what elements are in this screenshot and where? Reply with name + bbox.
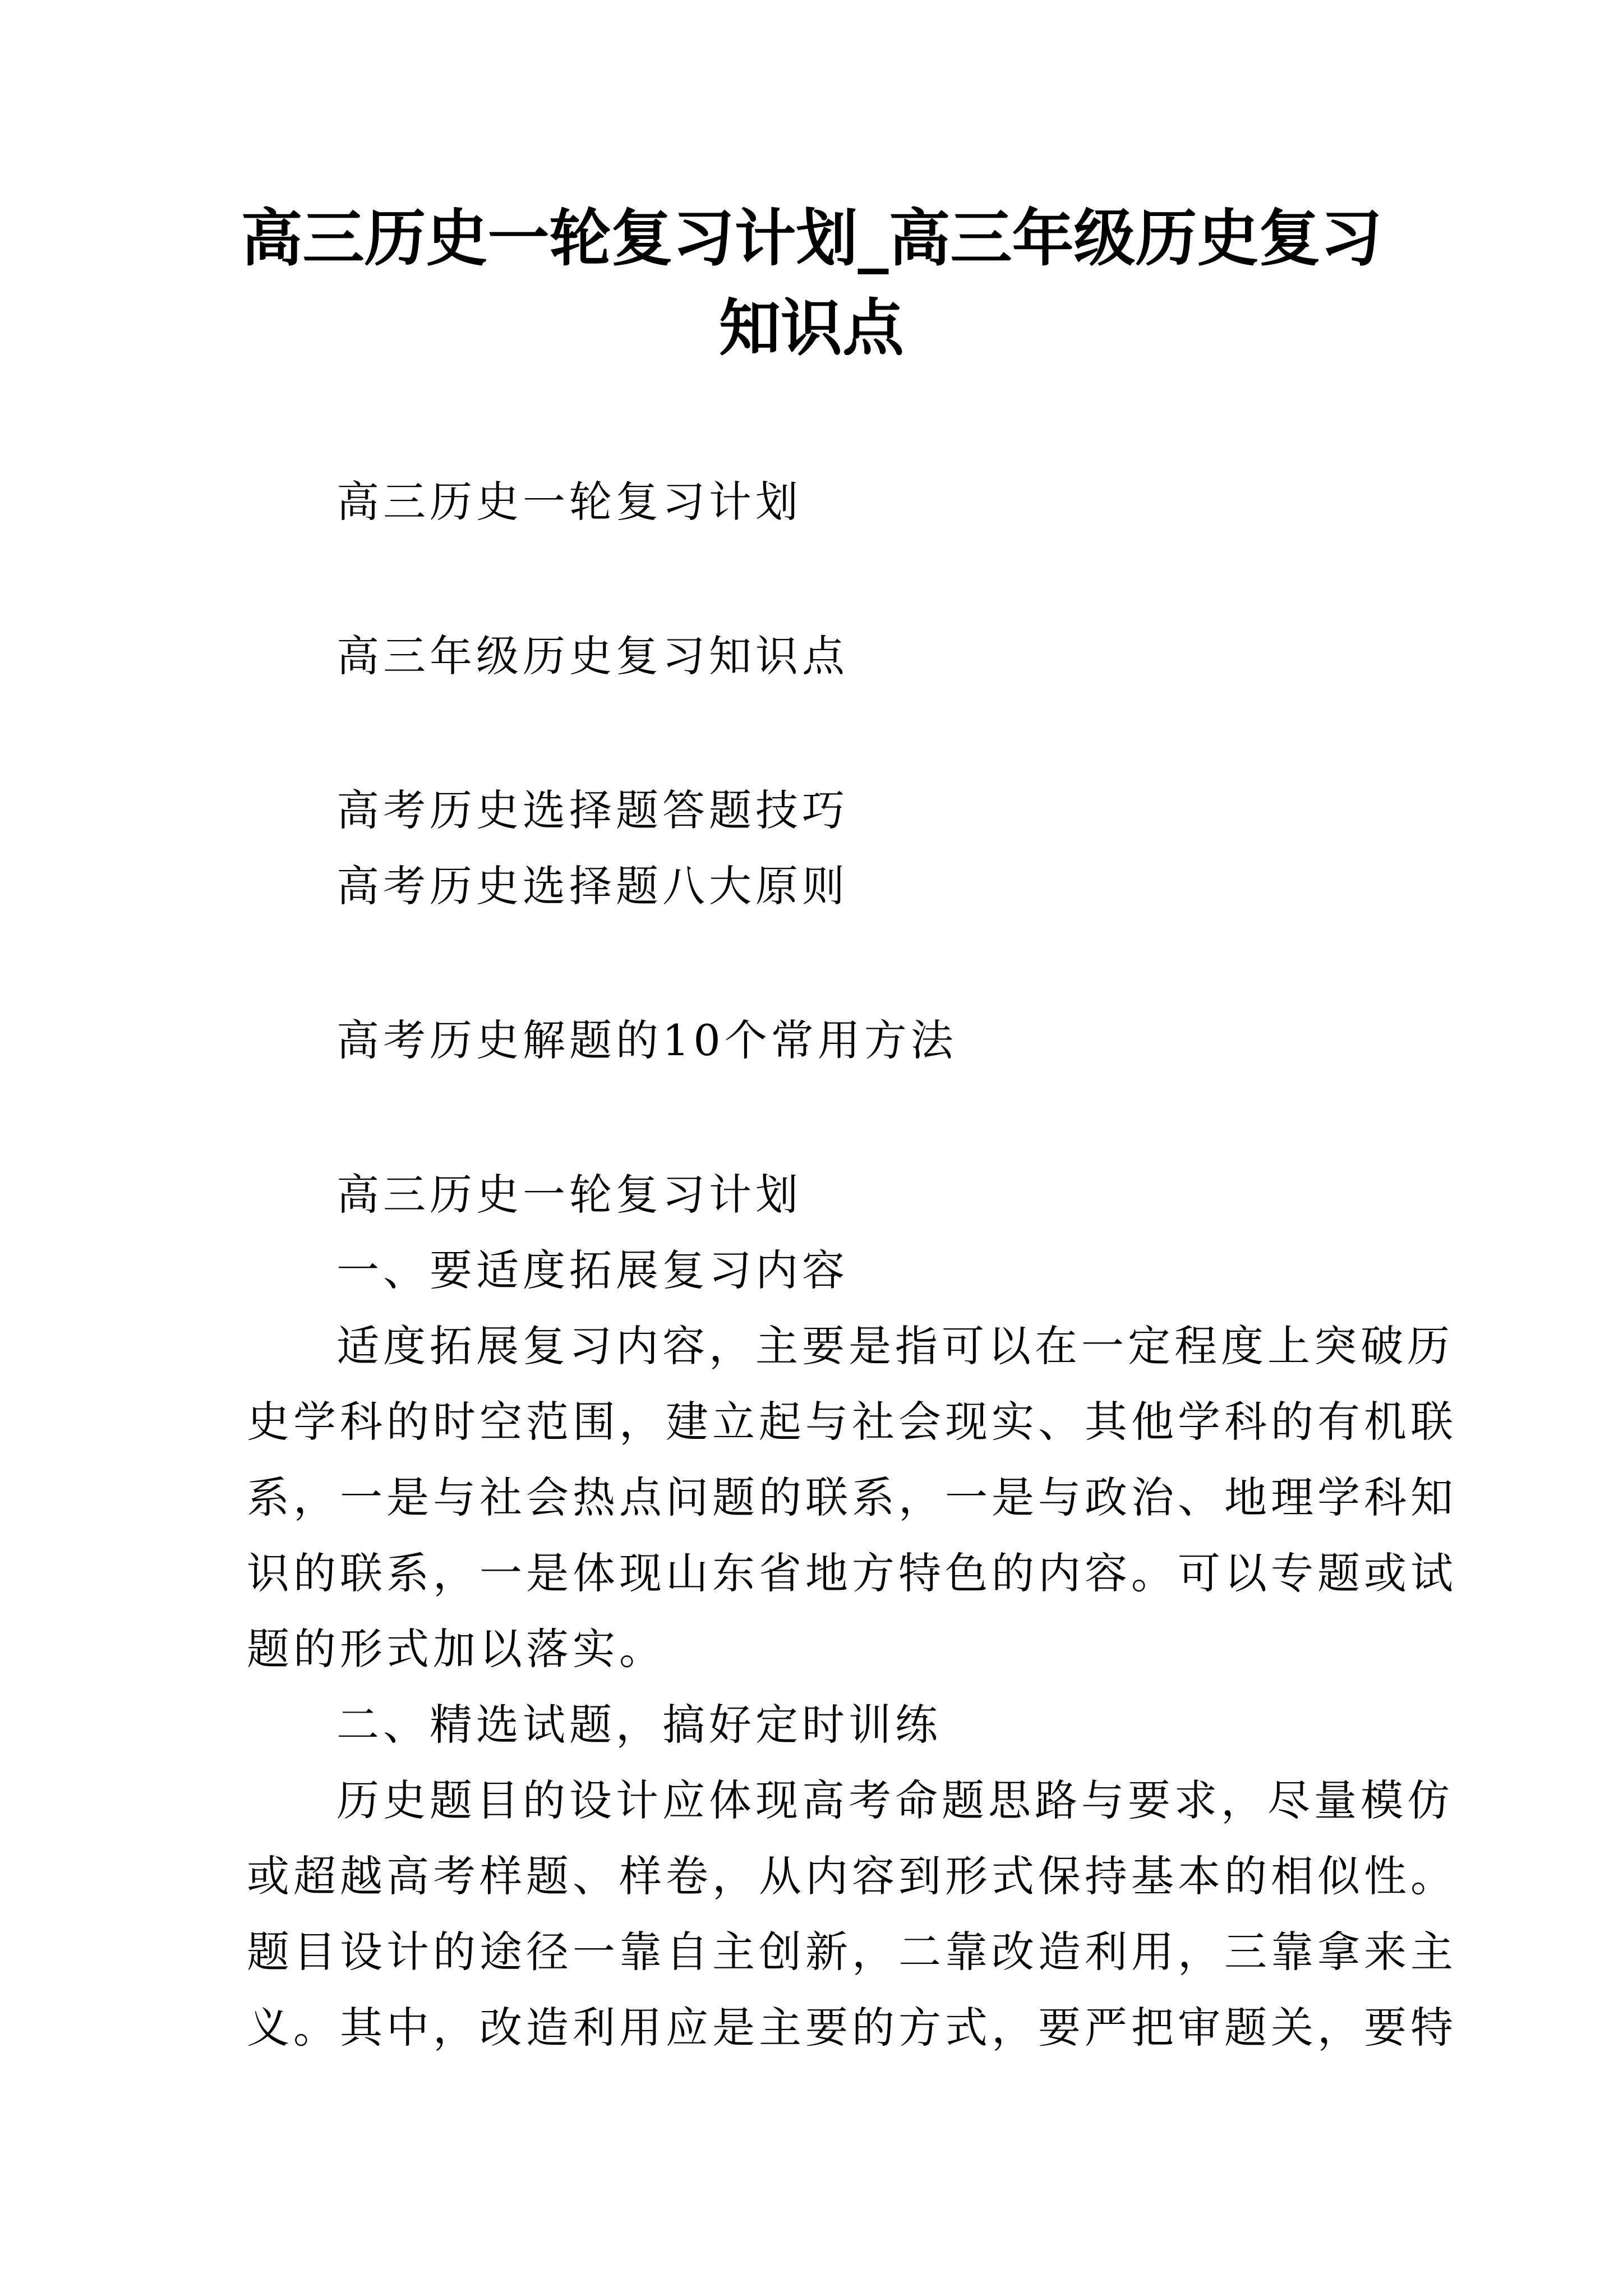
toc-item: 高考历史选择题答题技巧 [336, 785, 849, 835]
toc-item: 高三年级历史复习知识点 [336, 631, 849, 681]
toc-item: 高三历史一轮复习计划 [336, 477, 802, 527]
paragraph-line: 或超越高考样题、样卷，从内容到形式保持基本的相似性。 [247, 1851, 1457, 1901]
toc-item: 高考历史选择题八大原则 [336, 861, 849, 911]
part2-heading: 二、精选试题，搞好定时训练 [336, 1700, 942, 1750]
paragraph-line: 史学科的时空范围，建立起与社会现实、其他学科的有机联 [247, 1397, 1457, 1447]
paragraph-line: 系，一是与社会热点问题的联系，一是与政治、地理学科知 [247, 1473, 1457, 1522]
part1-heading: 一、要适度拓展复习内容 [336, 1245, 849, 1295]
document-title-line-2: 知识点 [719, 292, 904, 364]
toc-item: 高考历史解题的10个常用方法 [336, 1015, 957, 1065]
section-heading: 高三历史一轮复习计划 [336, 1170, 802, 1220]
paragraph-line: 适度拓展复习内容，主要是指可以在一定程度上突破历 [336, 1321, 1454, 1371]
paragraph-line: 题目设计的途径一靠自主创新，二靠改造利用，三靠拿来主 [247, 1927, 1457, 1977]
document-title-line-1: 高三历史一轮复习计划_高三年级历史复习 [241, 203, 1382, 274]
paragraph-line: 义。其中，改造利用应是主要的方式，要严把审题关，要特 [247, 2003, 1457, 2053]
paragraph-line: 历史题目的设计应体现高考命题思路与要求，尽量模仿 [336, 1775, 1454, 1825]
paragraph-line: 题的形式加以落实。 [247, 1624, 666, 1674]
paragraph-line: 识的联系，一是体现山东省地方特色的内容。可以专题或试 [247, 1548, 1457, 1598]
